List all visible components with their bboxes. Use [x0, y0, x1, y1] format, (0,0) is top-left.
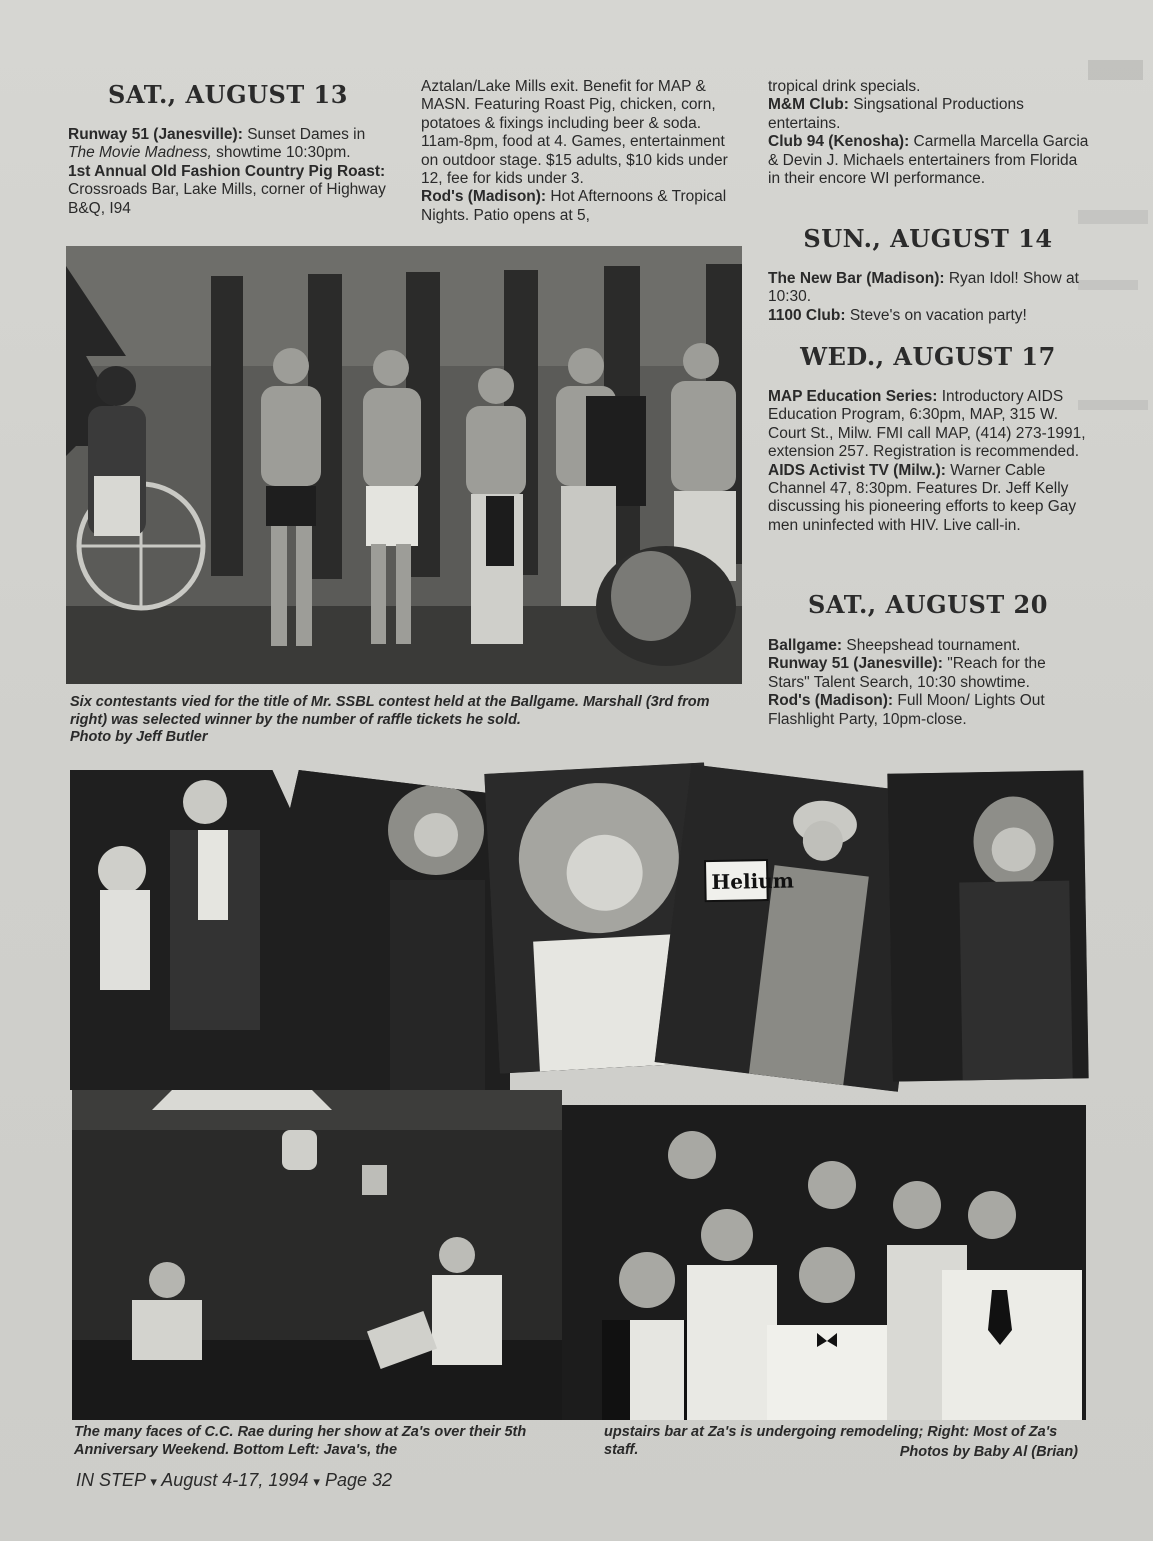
javas-bar-photo	[72, 1090, 562, 1420]
rods-continued: tropical drink specials.	[768, 78, 921, 95]
event-name: 1100 Club:	[768, 306, 846, 324]
event-text: Hot Afternoons & Tropical Nights. Patio opens at 5,	[421, 188, 727, 224]
event-name: Runway 51 (Janesville):	[68, 126, 243, 143]
footer-separator-2: ▾	[313, 1474, 320, 1489]
zas-staff-photo	[562, 1105, 1086, 1420]
issue-dates: August 4-17, 1994	[161, 1470, 309, 1490]
bleed-through-texture	[1078, 50, 1153, 750]
column-3-aug20	[768, 637, 1090, 729]
column-3-top	[768, 78, 1090, 188]
event-rods-moon	[768, 692, 1090, 729]
column-3-aug17	[768, 388, 1090, 535]
event-text: Warner Cable Channel 47, 8:30pm. Features Dr. Jeff Kelly discussing his pioneering efforts to keep Gay men uninfected with HIV. Live call-in.	[768, 461, 1077, 534]
event-map-education	[768, 388, 1090, 462]
event-text: Carmella Marcella Garcia & Devin J. Michaels entertainers from Florida in their encore WI performance.	[768, 133, 1089, 188]
event-text: Sunset Dames in	[247, 126, 366, 143]
pig-roast-continued: Aztalan/Lake Mills exit. Benefit for MAP & MASN. Featuring Roast Pig, chicken, corn, potatoes & fixings including beer & soda. 11am-8pm, food at 4. Games, entertainment on outdoor stage. $15 adults, $10 kids under 12, fee for kids under 3.	[421, 78, 728, 188]
column-3-aug14	[768, 270, 1090, 325]
event-1100-club	[768, 307, 1090, 325]
event-new-bar	[768, 270, 1090, 307]
contest-photo-credit: Photo by Jeff Butler	[70, 729, 208, 745]
bottom-photo-credit: Photos by Baby Al (Brian)	[899, 1444, 1078, 1460]
event-title: The Movie Madness,	[68, 144, 212, 162]
event-text: Introductory AIDS Education Program, 6:30pm, MAP, 315 W. Court St., Milw. FMI call MAP, (414) 273-1991, extension 257. Registration is recommended.	[768, 388, 1086, 461]
cc-rae-photo-1	[70, 770, 510, 1090]
contest-caption-text: Six contestants vied for the title of Mr. SSBL contest held at the Ballgame. Marshall (3rd from right) was selected winner by the number of raffle tickets he sold.	[70, 694, 710, 728]
contest-photo-illustration	[66, 246, 742, 684]
event-ballgame	[768, 637, 1090, 655]
zas-staff-photo-illustration	[562, 1105, 1086, 1420]
column-2	[421, 78, 743, 225]
event-rods	[421, 188, 743, 225]
cc-rae-photo-4-illustration	[887, 770, 1088, 1081]
page-bleed-through	[1078, 50, 1153, 750]
event-name: Runway 51 (Janesville):	[768, 655, 943, 673]
heading-aug13: SAT., AUGUST 13	[108, 80, 348, 109]
event-name: Rod's (Madison):	[421, 188, 547, 206]
heading-aug20: SAT., AUGUST 20	[808, 590, 1048, 619]
event-club94	[768, 133, 1090, 188]
cc-rae-photo-1-illustration	[70, 770, 510, 1090]
event-name: Ballgame:	[768, 637, 843, 654]
page-footer	[76, 1470, 392, 1491]
event-name: Rod's (Madison):	[768, 692, 894, 710]
contest-photo	[66, 246, 742, 684]
heading-aug17: WED., AUGUST 17	[800, 342, 1056, 371]
event-runway51	[68, 126, 386, 163]
event-aids-activist-tv	[768, 462, 1090, 536]
event-name: MAP Education Series:	[768, 388, 938, 405]
helium-sign-text: Helium	[711, 868, 795, 894]
event-name: The New Bar (Madison):	[768, 270, 945, 287]
event-text: showtime 10:30pm.	[211, 144, 351, 162]
event-text: Ryan Idol! Show at 10:30.	[768, 270, 1079, 306]
event-text: Singsational Productions entertains.	[768, 96, 1024, 132]
bottom-right-caption-text: upstairs bar at Za's is undergoing remodeling; Right: Most of Za's staff.	[604, 1424, 1058, 1458]
page-number: Page 32	[324, 1470, 392, 1490]
event-name: AIDS Activist TV (Milw.):	[768, 461, 946, 479]
bottom-left-caption: The many faces of C.C. Rae during her show at Za's over their 5th Anniversary Weekend. Bottom Left: Java's, the	[74, 1424, 527, 1458]
column-1	[68, 126, 386, 218]
event-runway51-talent	[768, 655, 1090, 692]
footer-separator-1: ▾	[150, 1474, 157, 1489]
event-text: Steve's on vacation party!	[849, 306, 1027, 324]
event-text: Full Moon/ Lights Out Flashlight Party, 10pm-close.	[768, 692, 1045, 728]
event-name: Club 94 (Kenosha):	[768, 133, 910, 151]
contest-caption	[70, 694, 740, 747]
event-text: "Reach for the Stars" Talent Search, 10:30 showtime.	[768, 655, 1046, 691]
event-text: Crossroads Bar, Lake Mills, corner of Highway B&Q, I94	[68, 181, 386, 217]
event-name: M&M Club:	[768, 96, 849, 114]
event-pig-roast	[68, 163, 386, 218]
heading-aug14: SUN., AUGUST 14	[803, 224, 1053, 253]
publication-name: IN STEP	[76, 1470, 146, 1490]
event-name: 1st Annual Old Fashion Country Pig Roast:	[68, 162, 386, 180]
javas-bar-photo-illustration	[72, 1090, 562, 1420]
event-text: Sheepshead tournament.	[846, 637, 1021, 654]
cc-rae-photo-4	[887, 770, 1088, 1081]
event-mm-club	[768, 96, 1090, 133]
